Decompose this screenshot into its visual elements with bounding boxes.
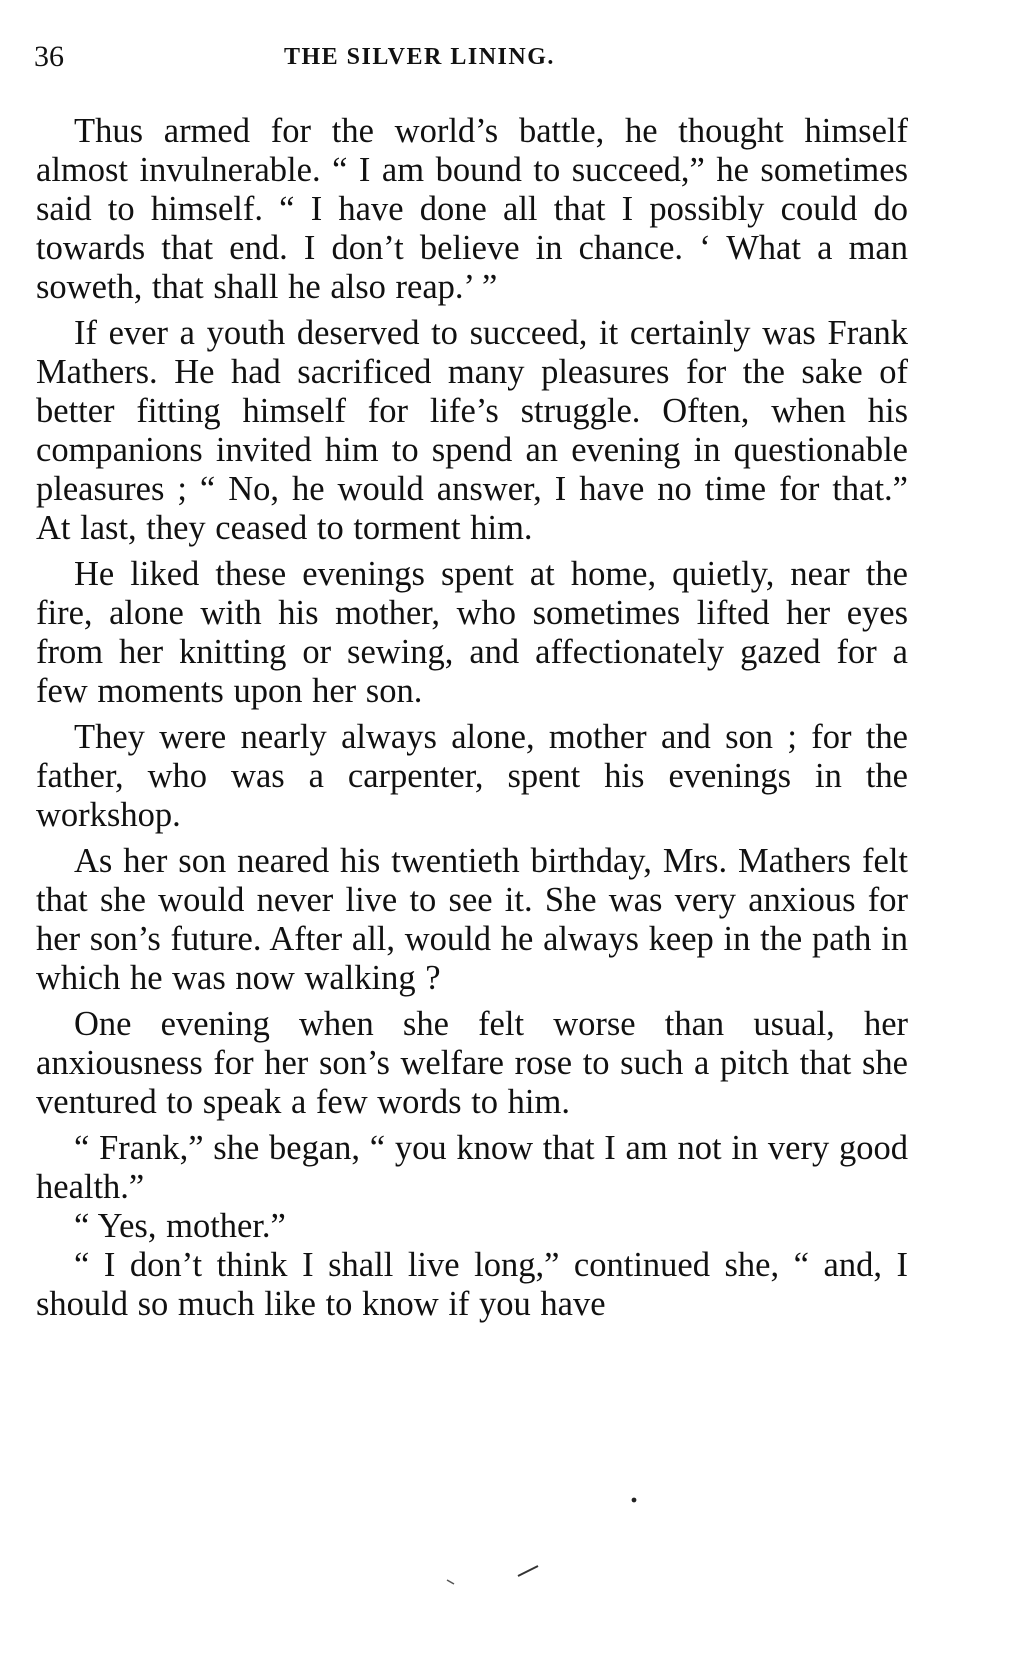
dialogue-yes-mother: “ Yes, mother.” [74,1207,286,1245]
page-number: 36 [34,40,64,73]
body-text [36,112,908,1324]
paragraph-one-evening: One evening when she felt worse than usual, her anxiousness for her son’s welfare rose to such a pitch that she ventured to speak a few words to him. [36,1005,908,1121]
dialogue-frank: “ Frank,” she began, “ you know that I am not in very good health.” [36,1129,908,1206]
paragraph-alone: They were nearly always alone, mother and son ; for the father, who was a carpenter, spent his evenings in the workshop. [36,718,908,834]
ink-speck [632,1498,637,1503]
dialogue-live-long: “ I don’t think I shall live long,” continued she, “ and, I should so much like to know if you have [36,1246,908,1323]
paragraph-armed: Thus armed for the world’s battle, he thought himself almost invulnerable. “ I am bound to succeed,” he sometimes said to himself. “ I have done all that I possibly could do towards that end. I don’t believe in chance. ‘ What a man soweth, that shall he also reap.’ ” [36,112,908,306]
ink-stroke [447,1580,454,1584]
paragraph-evenings-home: He liked these evenings spent at home, quietly, near the fire, alone with his mother, who sometimes lifted her eyes from her knitting or sewing, and affectionately gazed for a few moments upon her son. [36,555,908,710]
running-head [34,40,934,80]
running-title: THE SILVER LINING. [284,44,555,70]
paragraph-birthday: As her son neared his twentieth birthday, Mrs. Mathers felt that she would never live to see it. She was very anxious for her son’s future. After all, would he always keep in the path in which he was now walking ? [36,842,908,997]
paragraph-deserved: If ever a youth deserved to succeed, it certainly was Frank Mathers. He had sacrificed many pleasures for the sake of better fitting himself for life’s struggle. Often, when his companions invited him to spend an evening in questionable pleasures ; “ No, he would answer, I have no time for that.” At last, they ceased to torment him. [36,314,908,547]
ink-stroke [518,1566,538,1576]
